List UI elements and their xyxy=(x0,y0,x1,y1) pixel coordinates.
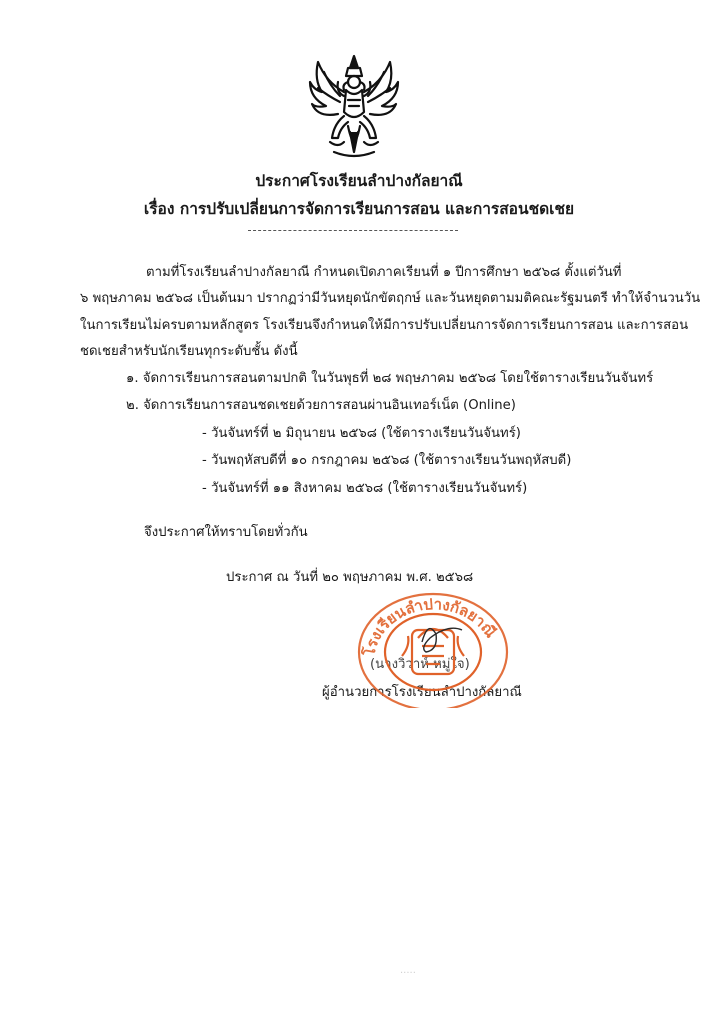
scan-mark: ····· xyxy=(400,968,416,979)
garuda-emblem-icon xyxy=(304,52,404,160)
sub-list-item: - วันพฤหัสบดีที่ ๑๐ กรกฎาคม ๒๕๖๘ (ใช้ตารางเรียนวันพฤหัสบดี) xyxy=(202,453,572,468)
sub-list-item: - วันจันทร์ที่ ๑๑ สิงหาคม ๒๕๖๘ (ใช้ตารางเรียนวันจันทร์) xyxy=(202,481,528,496)
list-item: ๒. จัดการเรียนการสอนชดเชยด้วยการสอนผ่านอินเทอร์เน็ต (Online) xyxy=(126,398,516,413)
announcement-subject: เรื่อง การปรับเปลี่ยนการจัดการเรียนการสอน และการสอนชดเชย xyxy=(143,200,575,218)
signer-title: ผู้อำนวยการโรงเรียนลำปางกัลยาณี xyxy=(322,685,522,700)
title-divider xyxy=(248,230,458,231)
body-line: ชดเชยสำหรับนักเรียนทุกระดับชั้น ดังนี้ xyxy=(80,344,298,359)
body-line: ในการเรียนไม่ครบตามหลักสูตร โรงเรียนจึงกำหนดให้มีการปรับเปลี่ยนการจัดการเรียนการสอน และการสอน xyxy=(80,318,689,333)
body-line: ตามที่โรงเรียนลำปางกัลยาณี กำหนดเปิดภาคเรียนที่ ๑ ปีการศึกษา ๒๕๖๘ ตั้งแต่วันที่ xyxy=(146,265,622,280)
school-seal-stamp xyxy=(352,590,514,708)
list-item: ๑. จัดการเรียนการสอนตามปกติ ในวันพุธที่ ๒๘ พฤษภาคม ๒๕๖๘ โดยใช้ตารางเรียนวันจันทร์ xyxy=(126,371,654,386)
sub-list-item: - วันจันทร์ที่ ๒ มิถุนายน ๒๕๖๘ (ใช้ตารางเรียนวันจันทร์) xyxy=(202,426,521,441)
closing-statement: จึงประกาศให้ทราบโดยทั่วกัน xyxy=(144,525,308,540)
announcement-date: ประกาศ ณ วันที่ ๒๐ พฤษภาคม พ.ศ. ๒๕๖๘ xyxy=(226,570,474,585)
signer-name: (นางวิวาห์ หมู่ใจ) xyxy=(370,657,470,672)
announcement-title: ประกาศโรงเรียนลำปางกัลยาณี xyxy=(255,172,463,190)
svg-text:โรงเรียนลำปางกัลยาณี: โรงเรียนลำปางกัลยาณี xyxy=(360,595,500,658)
body-line: ๖ พฤษภาคม ๒๕๖๘ เป็นต้นมา ปรากฏว่ามีวันหยุดนักขัตฤกษ์ และวันหยุดตามมติคณะรัฐมนตรี ทำให้จำนวนวัน xyxy=(80,291,701,306)
